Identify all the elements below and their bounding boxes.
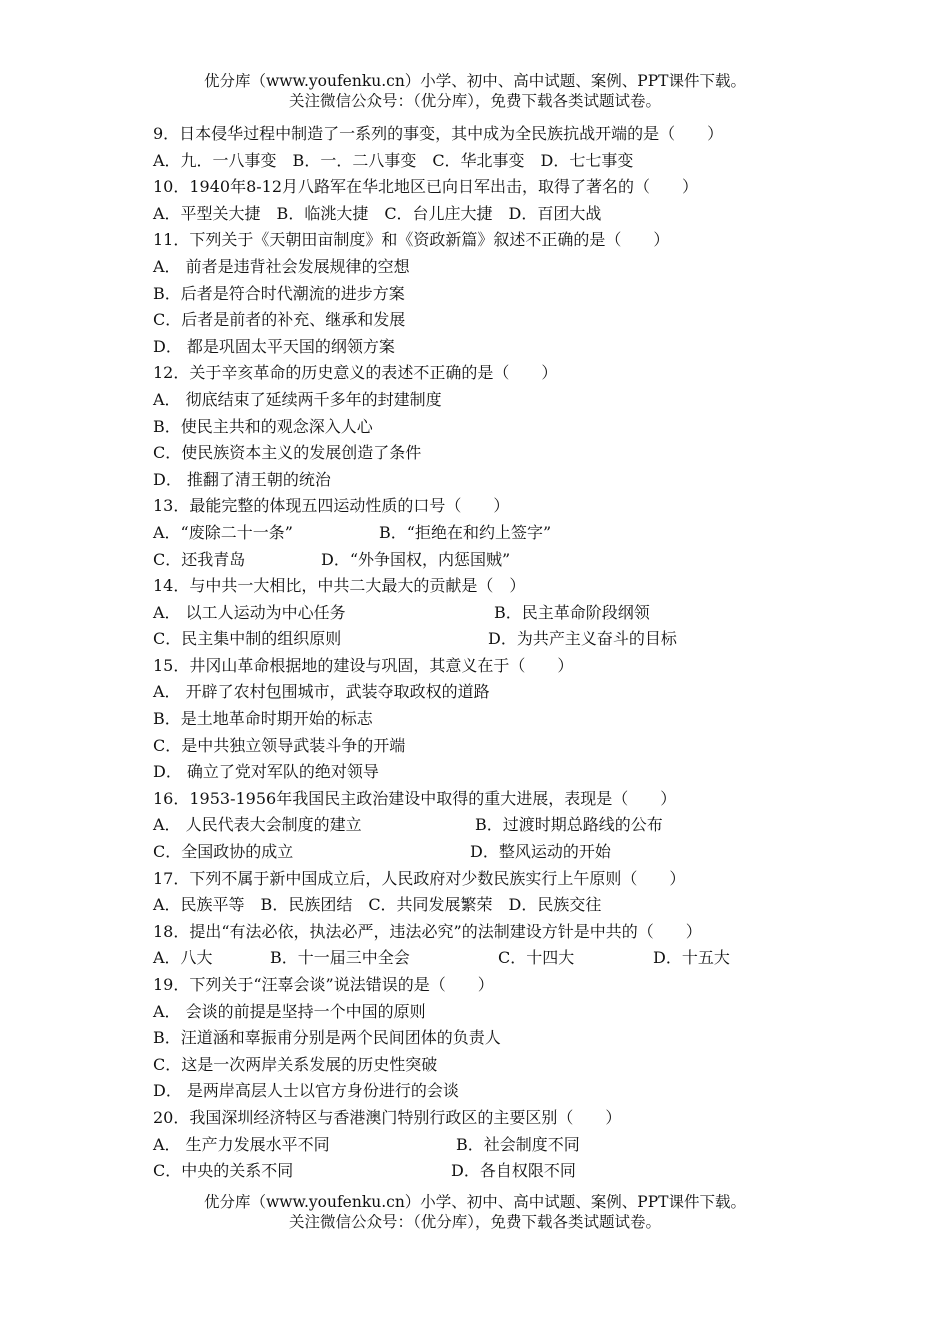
- question-13-option-d: D．“外争国权，内惩国贼”: [321, 549, 511, 569]
- question-10-stem: 10．1940年8-12月八路军在华北地区已向日军出击，取得了著名的（ ）: [153, 177, 699, 197]
- question-12-stem: 12．关于辛亥革命的历史意义的表述不正确的是（ ）: [153, 363, 558, 383]
- question-16-option-d: D．整风运动的开始: [470, 842, 611, 862]
- question-list: [153, 121, 913, 1185]
- question-18-options-row: [153, 945, 913, 972]
- question-16-options-row-2: [153, 839, 913, 866]
- question-16-option-a: A． 人民代表大会制度的建立: [153, 815, 362, 835]
- question-19-option-c: C．这是一次两岸关系发展的历史性突破: [153, 1054, 438, 1074]
- question-10-options: A．平型关大捷 B．临洮大捷 C．台儿庄大捷 D．百团大战: [153, 203, 602, 223]
- question-15-option-b: B．是土地革命时期开始的标志: [153, 709, 373, 729]
- question-15-stem: 15．井冈山革命根据地的建设与巩固，其意义在于（ ）: [153, 655, 574, 675]
- question-20-option-d: D．各自权限不同: [451, 1161, 576, 1181]
- question-20-options-row-2: [153, 1158, 913, 1185]
- question-13-options-row-1: [153, 520, 913, 547]
- question-15-option-c: C．是中共独立领导武装斗争的开端: [153, 735, 406, 755]
- question-13-option-c: C．还我青岛: [153, 549, 246, 569]
- question-12-option-c: C．使民族资本主义的发展创造了条件: [153, 443, 422, 463]
- question-18-option-a: A．八大: [153, 948, 213, 968]
- footer-line-1: 优分库（www.youfenku.cn）小学、初中、高中试题、案例、PPT课件下载。: [203, 1193, 747, 1211]
- question-17-options: A．民族平等 B．民族团结 C．共同发展繁荣 D．民族交往: [153, 895, 602, 915]
- question-12-option-d: D． 推翻了清王朝的统治: [153, 469, 331, 489]
- question-19-option-a: A． 会谈的前提是坚持一个中国的原则: [153, 1001, 426, 1021]
- question-14-options-row-2: [153, 626, 913, 653]
- question-13-option-b: B．“拒绝在和约上签字”: [379, 522, 552, 542]
- question-15-option-a: A． 开辟了农村包围城市，武装夺取政权的道路: [153, 682, 490, 702]
- question-16-stem: 16．1953-1956年我国民主政治建设中取得的重大进展，表现是（ ）: [153, 788, 677, 808]
- question-17-stem: 17．下列不属于新中国成立后，人民政府对少数民族实行上午原则（ ）: [153, 868, 686, 888]
- question-16-option-c: C．全国政协的成立: [153, 842, 294, 862]
- question-16-option-b: B．过渡时期总路线的公布: [475, 815, 663, 835]
- question-14-stem: 14．与中共一大相比，中共二大最大的贡献是（ ）: [153, 576, 526, 596]
- question-19-option-d: D． 是两岸高层人士以官方身份进行的会谈: [153, 1081, 459, 1101]
- page-header: [0, 71, 950, 111]
- question-14-option-c: C．民主集中制的组织原则: [153, 629, 342, 649]
- question-19-stem: 19．下列关于“汪辜会谈”说法错误的是（ ）: [153, 975, 494, 994]
- question-11-option-d: D． 都是巩固太平天国的纲领方案: [153, 336, 395, 356]
- header-line-2: 关注微信公众号：（优分库），免费下载各类试题试卷。: [288, 92, 661, 110]
- question-13-stem: 13．最能完整的体现五四运动性质的口号（ ）: [153, 496, 510, 516]
- question-16-options-row-1: [153, 812, 913, 839]
- question-11-stem: 11．下列关于《天朝田亩制度》和《资政新篇》叙述不正确的是（ ）: [153, 230, 670, 250]
- question-9-stem: 9．日本侵华过程中制造了一系列的事变，其中成为全民族抗战开端的是（ ）: [153, 124, 724, 143]
- question-14-option-a: A． 以工人运动为中心任务: [153, 602, 346, 622]
- question-20-stem: 20．我国深圳经济特区与香港澳门特别行政区的主要区别（ ）: [153, 1107, 622, 1127]
- question-14-option-d: D．为共产主义奋斗的目标: [488, 629, 677, 649]
- question-18-stem: 18．提出“有法必依，执法必严，违法必究”的法制建设方针是中共的（ ）: [153, 921, 702, 941]
- question-14-option-b: B．民主革命阶段纲领: [494, 602, 650, 622]
- question-12-option-a: A． 彻底结束了延续两千多年的封建制度: [153, 389, 442, 409]
- question-20-option-a: A． 生产力发展水平不同: [153, 1134, 330, 1154]
- question-11-option-b: B．后者是符合时代潮流的进步方案: [153, 283, 405, 303]
- question-18-option-b: B．十一届三中全会: [270, 948, 410, 968]
- question-11-option-a: A． 前者是违背社会发展规律的空想: [153, 256, 410, 276]
- page-footer: [0, 1192, 950, 1232]
- question-18-option-d: D．十五大: [653, 948, 730, 968]
- question-18-option-c: C．十四大: [498, 948, 575, 968]
- footer-line-2: 关注微信公众号：（优分库），免费下载各类试题试卷。: [288, 1213, 661, 1231]
- question-13-options-row-2: [153, 547, 913, 574]
- question-13-option-a: A．“废除二十一条”: [153, 522, 293, 542]
- header-line-1: 优分库（www.youfenku.cn）小学、初中、高中试题、案例、PPT课件下载。: [203, 72, 747, 90]
- question-12-option-b: B．使民主共和的观念深入人心: [153, 416, 373, 436]
- question-20-option-b: B．社会制度不同: [456, 1134, 580, 1154]
- question-19-option-b: B．汪道涵和辜振甫分别是两个民间团体的负责人: [153, 1028, 501, 1048]
- question-9-options: A．九．一八事变 B．一．二八事变 C．华北事变 D．七七事变: [153, 150, 634, 170]
- question-20-options-row-1: [153, 1132, 913, 1159]
- question-14-options-row-1: [153, 600, 913, 627]
- question-20-option-c: C．中央的关系不同: [153, 1161, 294, 1181]
- question-15-option-d: D． 确立了党对军队的绝对领导: [153, 762, 379, 782]
- question-11-option-c: C．后者是前者的补充、继承和发展: [153, 310, 406, 330]
